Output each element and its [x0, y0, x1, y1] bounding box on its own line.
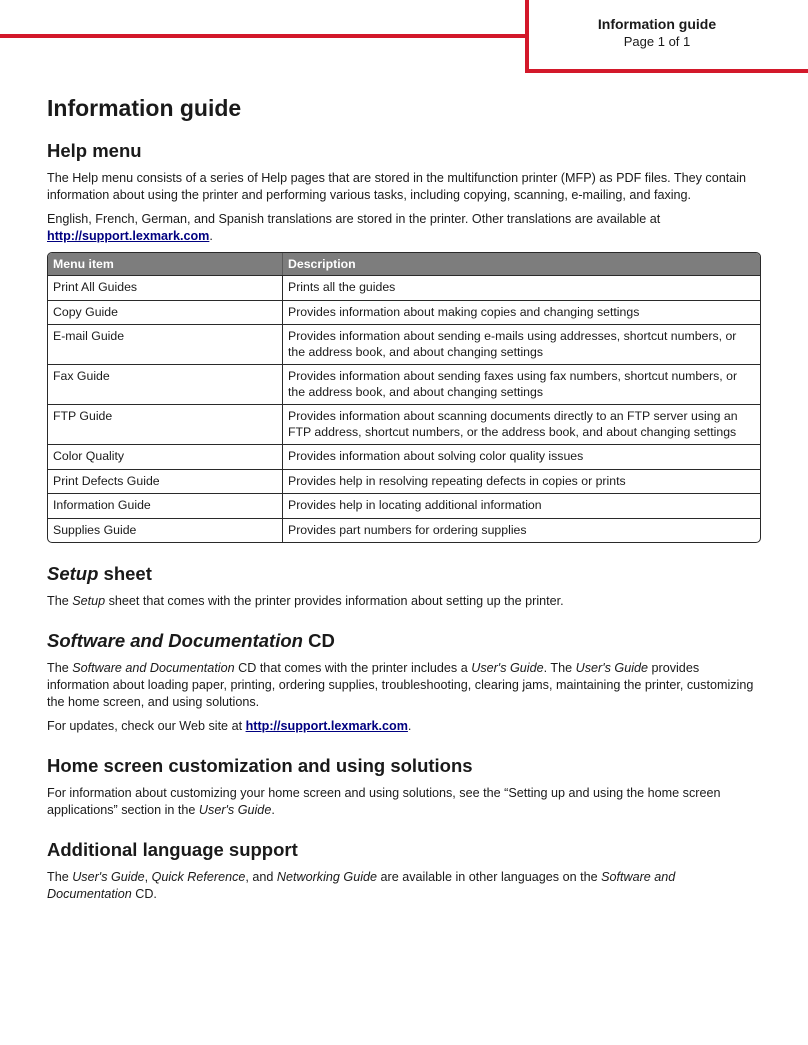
text-em: Software and Documentation [47, 870, 676, 901]
menu-item-cell: Print All Guides [48, 275, 283, 300]
menu-item-cell: Color Quality [48, 444, 283, 469]
setup-heading [47, 561, 761, 587]
header-rule-left [0, 34, 528, 38]
menu-item-cell: Print Defects Guide [48, 469, 283, 494]
software-heading-rest: CD [302, 630, 335, 651]
description-cell: Provides help in locating additional information [283, 493, 760, 518]
menu-item-cell: E-mail Guide [48, 324, 283, 364]
text-run: . The [543, 661, 576, 675]
home-screen-heading: Home screen customization and using solutions [47, 755, 473, 776]
support-link[interactable]: http://support.lexmark.com [47, 229, 210, 243]
table-row [48, 444, 760, 469]
document-body [47, 92, 761, 910]
column-header-description: Description [283, 253, 760, 275]
table-row [48, 469, 760, 494]
software-paragraph-2 [47, 718, 761, 735]
text-run: sheet that comes with the printer provides information about setting up the printer. [105, 594, 564, 608]
text-run: . [407, 719, 412, 733]
text-run: are available in other languages on the [377, 870, 602, 884]
text-em: User's Guide [471, 661, 544, 675]
menu-item-cell: Information Guide [48, 493, 283, 518]
description-cell: Provides part numbers for ordering supplies [283, 518, 760, 543]
description-cell: Provides information about sending e-mails using addresses, shortcut numbers, or the address book, and about changing settings [283, 324, 760, 364]
language-section [47, 837, 761, 903]
text-em: Networking Guide [276, 870, 378, 884]
text-em: User's Guide [72, 870, 145, 884]
setup-paragraph [47, 593, 761, 610]
table-row [48, 493, 760, 518]
text-run: For updates, check our Web site at [47, 719, 246, 733]
description-cell: Provides information about scanning documents directly to an FTP server using an FTP address, shortcut numbers, or the address book, and about changing settings [283, 404, 760, 444]
text-run: provides information about loading paper, printing, ordering supplies, troubleshooting, clearing jams, maintaining the printer, customizing the home screen, and using solutions. [47, 661, 754, 709]
setup-heading-rest: sheet [98, 563, 152, 584]
software-heading [47, 628, 761, 654]
description-cell: Provides information about solving color quality issues [283, 444, 760, 469]
text-em: Software and Documentation [72, 661, 235, 675]
text-run: The [47, 594, 73, 608]
header-page-number: Page 1 of 1 [623, 34, 691, 49]
text-run: . [271, 803, 275, 817]
text-em: User's Guide [198, 803, 272, 817]
table-row [48, 364, 760, 404]
header-rule-bottom [525, 69, 808, 73]
page-header [529, 15, 785, 51]
setup-section [47, 561, 761, 610]
menu-item-cell: Supplies Guide [48, 518, 283, 543]
software-heading-em: Software and Documentation [47, 630, 303, 651]
menu-item-cell: Fax Guide [48, 364, 283, 404]
text-run: The [47, 661, 73, 675]
text-run: , and [245, 870, 277, 884]
language-heading: Additional language support [47, 839, 298, 860]
help-menu-paragraph-1: The Help menu consists of a series of Help pages that are stored in the multifunction printer (MFP) as PDF files. They contain information about using the printer and performing various tasks, including copying, scanning, e-mailing, and faxing. [47, 171, 747, 202]
page-title: Information guide [47, 95, 242, 121]
table-row [48, 275, 760, 300]
help-menu-paragraph-2-end: . [209, 229, 213, 243]
description-cell: Provides help in resolving repeating defects in copies or prints [283, 469, 760, 494]
software-paragraph-1 [47, 660, 761, 711]
header-title: Information guide [597, 16, 717, 32]
help-menu-heading: Help menu [47, 140, 142, 161]
menu-item-cell: Copy Guide [48, 300, 283, 325]
help-menu-paragraph-2-text: English, French, German, and Spanish translations are stored in the printer. Other translations are available at [47, 212, 661, 226]
text-run: CD that comes with the printer includes a [234, 661, 472, 675]
home-screen-section [47, 753, 761, 819]
description-cell: Provides information about making copies and changing settings [283, 300, 760, 325]
column-header-menu-item: Menu item [48, 253, 283, 275]
setup-title-em: Setup [72, 594, 106, 608]
table-row [48, 404, 760, 444]
description-cell: Provides information about sending faxes using fax numbers, shortcut numbers, or the address book, and about changing settings [283, 364, 760, 404]
support-link[interactable]: http://support.lexmark.com [245, 719, 408, 733]
text-run: , [144, 870, 152, 884]
setup-heading-em: Setup [47, 563, 99, 584]
table-row [48, 324, 760, 364]
table-row [48, 300, 760, 325]
text-run: CD. [131, 887, 157, 901]
software-section [47, 628, 761, 735]
text-em: User's Guide [575, 661, 649, 675]
help-menu-paragraph-2 [47, 211, 761, 245]
menu-item-cell: FTP Guide [48, 404, 283, 444]
language-paragraph [47, 869, 761, 903]
help-menu-table [47, 252, 761, 543]
text-run: The [47, 870, 73, 884]
table-header-row [48, 253, 760, 275]
table-row [48, 518, 760, 543]
home-screen-paragraph [47, 785, 761, 819]
text-run: For information about customizing your home screen and using solutions, see the “Setting up and using the home screen applications” section in the [47, 786, 721, 817]
text-em: Quick Reference [151, 870, 246, 884]
description-cell: Prints all the guides [283, 275, 760, 300]
